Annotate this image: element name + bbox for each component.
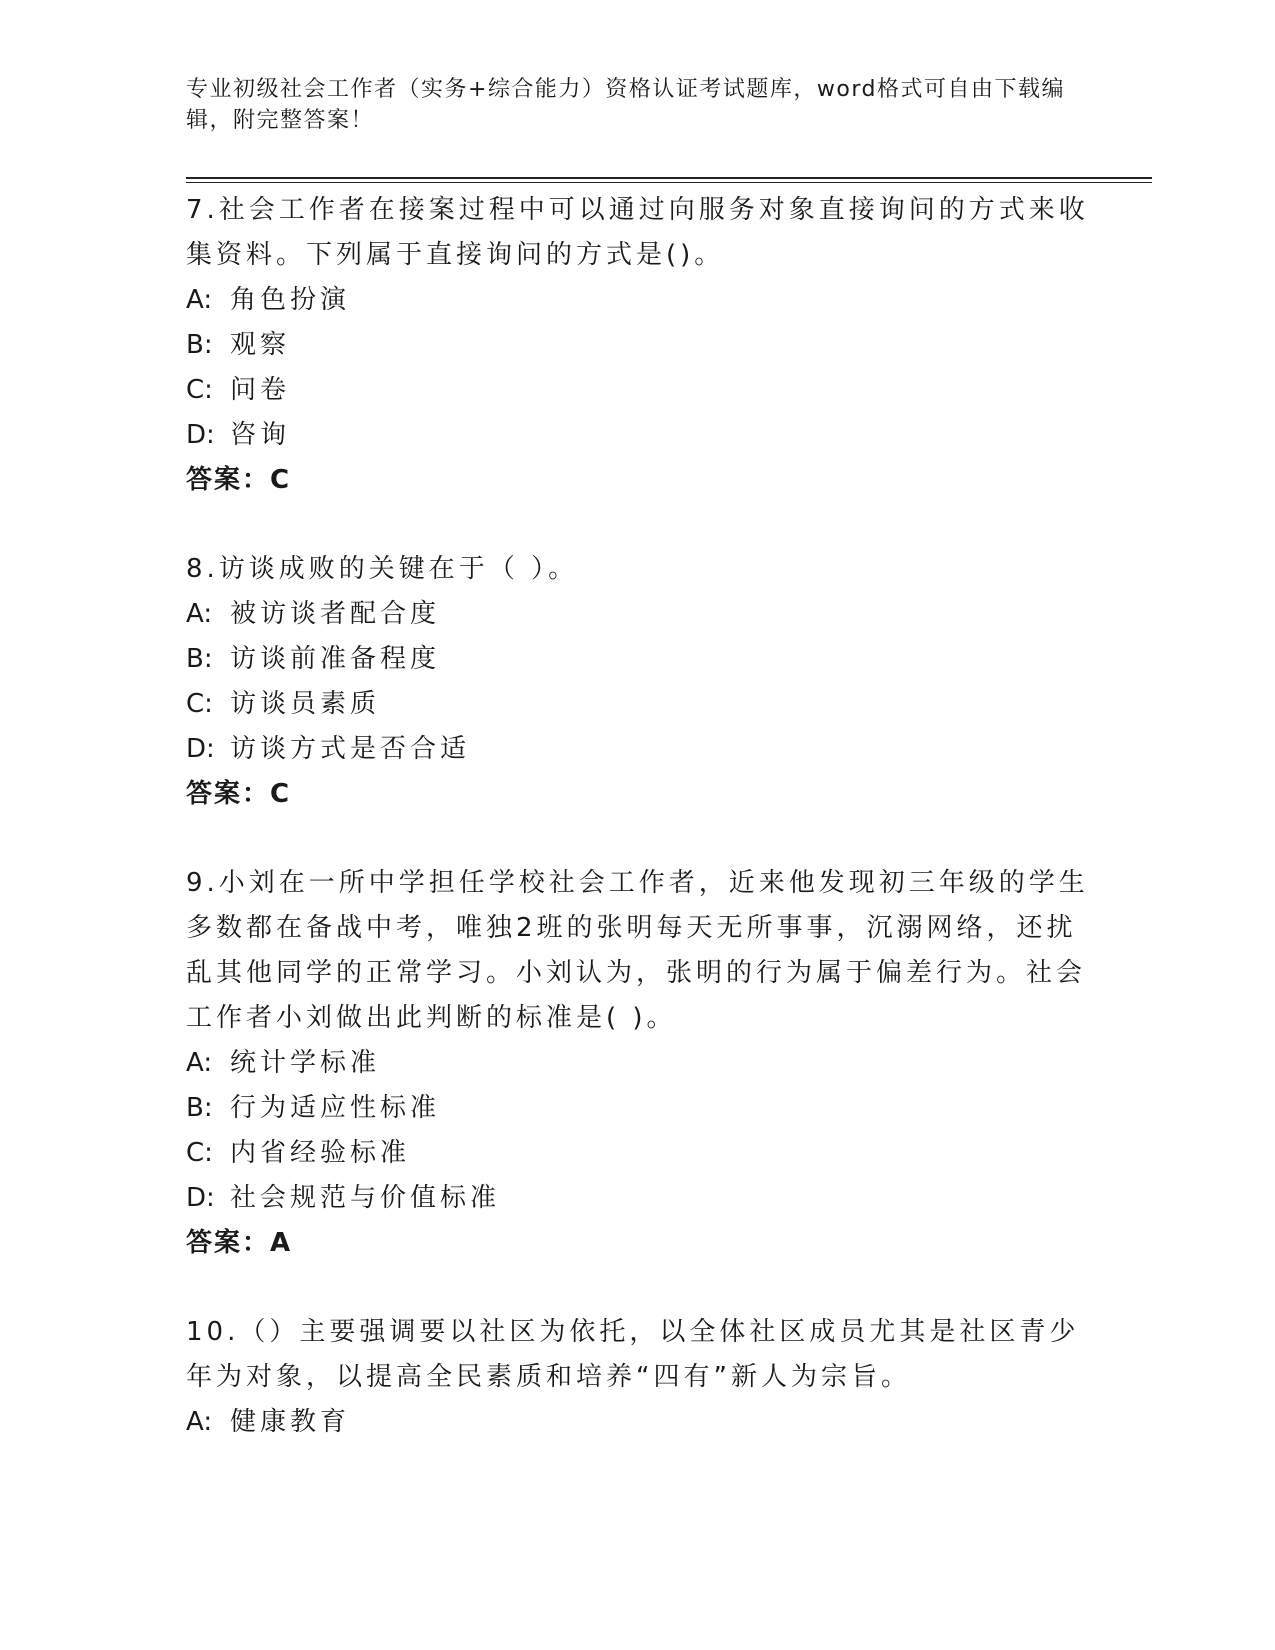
option-text: 访谈前准备程度 <box>230 644 441 674</box>
answer-line: 答案：C <box>186 779 292 809</box>
option-text: 角色扮演 <box>230 285 351 315</box>
option-letter: A: <box>186 599 213 629</box>
option-b <box>186 637 1106 682</box>
question-item <box>186 1310 1106 1445</box>
header-rule-thin <box>186 182 1152 183</box>
question-stem: 9.小刘在一所中学担任学校社会工作者，近来他发现初三年级的学生多数都在备战中考，唯独2班的张明每天无所事事，沉溺网络，还扰乱其他同学的正常学习。小刘认为，张明的行为属于偏差行为。社会工作者小刘做出此判断的标准是( )。 <box>186 868 1089 1033</box>
option-text: 问卷 <box>230 375 291 405</box>
option-letter: C: <box>186 1138 213 1168</box>
option-letter: B: <box>186 330 213 360</box>
option-a <box>186 1041 1106 1086</box>
option-a <box>186 278 1106 323</box>
option-letter: A: <box>186 1407 213 1437</box>
question-stem: 8.访谈成败的关键在于（ ）。 <box>186 554 579 584</box>
option-text: 访谈方式是否合适 <box>230 734 471 764</box>
option-letter: C: <box>186 375 213 405</box>
option-letter: B: <box>186 1093 213 1123</box>
option-d <box>186 413 1106 458</box>
option-d <box>186 1176 1106 1221</box>
option-text: 内省经验标准 <box>230 1138 411 1168</box>
option-text: 访谈员素质 <box>230 689 381 719</box>
option-c <box>186 368 1106 413</box>
option-text: 观察 <box>230 330 291 360</box>
option-letter: C: <box>186 689 213 719</box>
question-stem: 10.（）主要强调要以社区为依托，以全体社区成员尤其是社区青少年为对象，以提高全民素质和培养“四有”新人为宗旨。 <box>186 1317 1080 1392</box>
question-stem: 7.社会工作者在接案过程中可以通过向服务对象直接询问的方式来收集资料。下列属于直接询问的方式是()。 <box>186 195 1089 270</box>
option-c <box>186 1131 1106 1176</box>
question-list <box>186 188 1106 1489</box>
question-item <box>186 861 1106 1266</box>
option-b <box>186 1086 1106 1131</box>
option-text: 社会规范与价值标准 <box>230 1183 501 1213</box>
question-item <box>186 188 1106 503</box>
option-letter: A: <box>186 285 213 315</box>
option-a <box>186 592 1106 637</box>
option-letter: D: <box>186 420 215 450</box>
option-text: 统计学标准 <box>230 1048 381 1078</box>
header-rule-thick <box>186 177 1152 179</box>
option-letter: A: <box>186 1048 213 1078</box>
answer-line: 答案：C <box>186 465 292 495</box>
option-letter: D: <box>186 734 215 764</box>
option-text: 行为适应性标准 <box>230 1093 441 1123</box>
option-d <box>186 727 1106 772</box>
option-letter: D: <box>186 1183 215 1213</box>
question-item <box>186 547 1106 817</box>
page-header-text: 专业初级社会工作者（实务+综合能力）资格认证考试题库，word格式可自由下载编辑，附完整答案！ <box>186 77 1066 133</box>
option-text: 健康教育 <box>230 1407 351 1437</box>
option-b <box>186 323 1106 368</box>
answer-line: 答案：A <box>186 1228 293 1258</box>
option-letter: B: <box>186 644 213 674</box>
option-text: 咨询 <box>230 420 291 450</box>
option-text: 被访谈者配合度 <box>230 599 441 629</box>
option-c <box>186 682 1106 727</box>
option-a <box>186 1400 1106 1445</box>
